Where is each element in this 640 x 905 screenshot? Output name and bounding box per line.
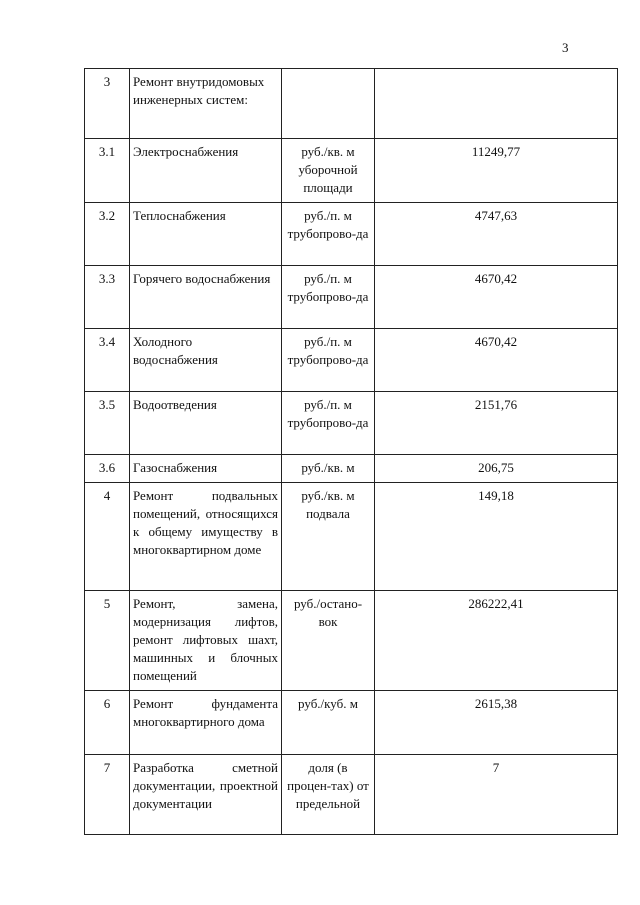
unit-of-measure: руб./п. м трубопрово-да (282, 392, 375, 455)
work-name: Газоснабжения (130, 455, 282, 483)
table-row (85, 455, 618, 483)
work-name: Теплоснабжения (130, 203, 282, 266)
table-row (85, 483, 618, 591)
row-number: 3.6 (85, 455, 130, 483)
cost-value: 286222,41 (375, 591, 618, 691)
row-number: 3.5 (85, 392, 130, 455)
work-name: Ремонт, замена, модернизация лифтов, ремонт лифтовых шахт, машинных и блочных помещений (130, 591, 282, 691)
unit-of-measure: руб./остано-вок (282, 591, 375, 691)
unit-of-measure: руб./кв. м подвала (282, 483, 375, 591)
row-number: 3.1 (85, 139, 130, 203)
page-number: 3 (562, 40, 569, 55)
cost-value: 2615,38 (375, 691, 618, 755)
row-number: 3.3 (85, 266, 130, 329)
table-row (85, 69, 618, 139)
work-name: Водоотведения (130, 392, 282, 455)
table-row (85, 266, 618, 329)
cost-value: 11249,77 (375, 139, 618, 203)
work-name: Ремонт фундамента многоквартирного дома (130, 691, 282, 755)
unit-of-measure: руб./кв. м уборочной площади (282, 139, 375, 203)
unit-of-measure: руб./п. м трубопрово-да (282, 329, 375, 392)
unit-of-measure: руб./п. м трубопрово-да (282, 266, 375, 329)
unit-of-measure: руб./куб. м (282, 691, 375, 755)
row-number: 3 (85, 69, 130, 139)
work-name: Ремонт подвальных помещений, относящихся к общему имуществу в многоквартирном доме (130, 483, 282, 591)
work-name: Холодного водоснабжения (130, 329, 282, 392)
cost-value: 4670,42 (375, 329, 618, 392)
cost-value: 4747,63 (375, 203, 618, 266)
cost-table (84, 68, 618, 835)
table-row (85, 591, 618, 691)
row-number: 3.4 (85, 329, 130, 392)
work-name: Электроснабжения (130, 139, 282, 203)
row-number: 4 (85, 483, 130, 591)
cost-value: 206,75 (375, 455, 618, 483)
row-number: 5 (85, 591, 130, 691)
row-number: 7 (85, 755, 130, 835)
unit-of-measure (282, 69, 375, 139)
table-row (85, 755, 618, 835)
unit-of-measure: руб./п. м трубопрово-да (282, 203, 375, 266)
table-row (85, 392, 618, 455)
work-name: Разработка сметной документации, проектной документации (130, 755, 282, 835)
table-row (85, 203, 618, 266)
table-body (85, 69, 618, 835)
table-row (85, 691, 618, 755)
unit-of-measure: руб./кв. м (282, 455, 375, 483)
cost-value: 4670,42 (375, 266, 618, 329)
cost-value: 149,18 (375, 483, 618, 591)
cost-value: 2151,76 (375, 392, 618, 455)
work-name: Ремонт внутридомовых инженерных систем: (130, 69, 282, 139)
row-number: 3.2 (85, 203, 130, 266)
table-row (85, 139, 618, 203)
cost-value (375, 69, 618, 139)
work-name: Горячего водоснабжения (130, 266, 282, 329)
cost-value: 7 (375, 755, 618, 835)
row-number: 6 (85, 691, 130, 755)
table-row (85, 329, 618, 392)
unit-of-measure: доля (в процен-тах) от предельной (282, 755, 375, 835)
